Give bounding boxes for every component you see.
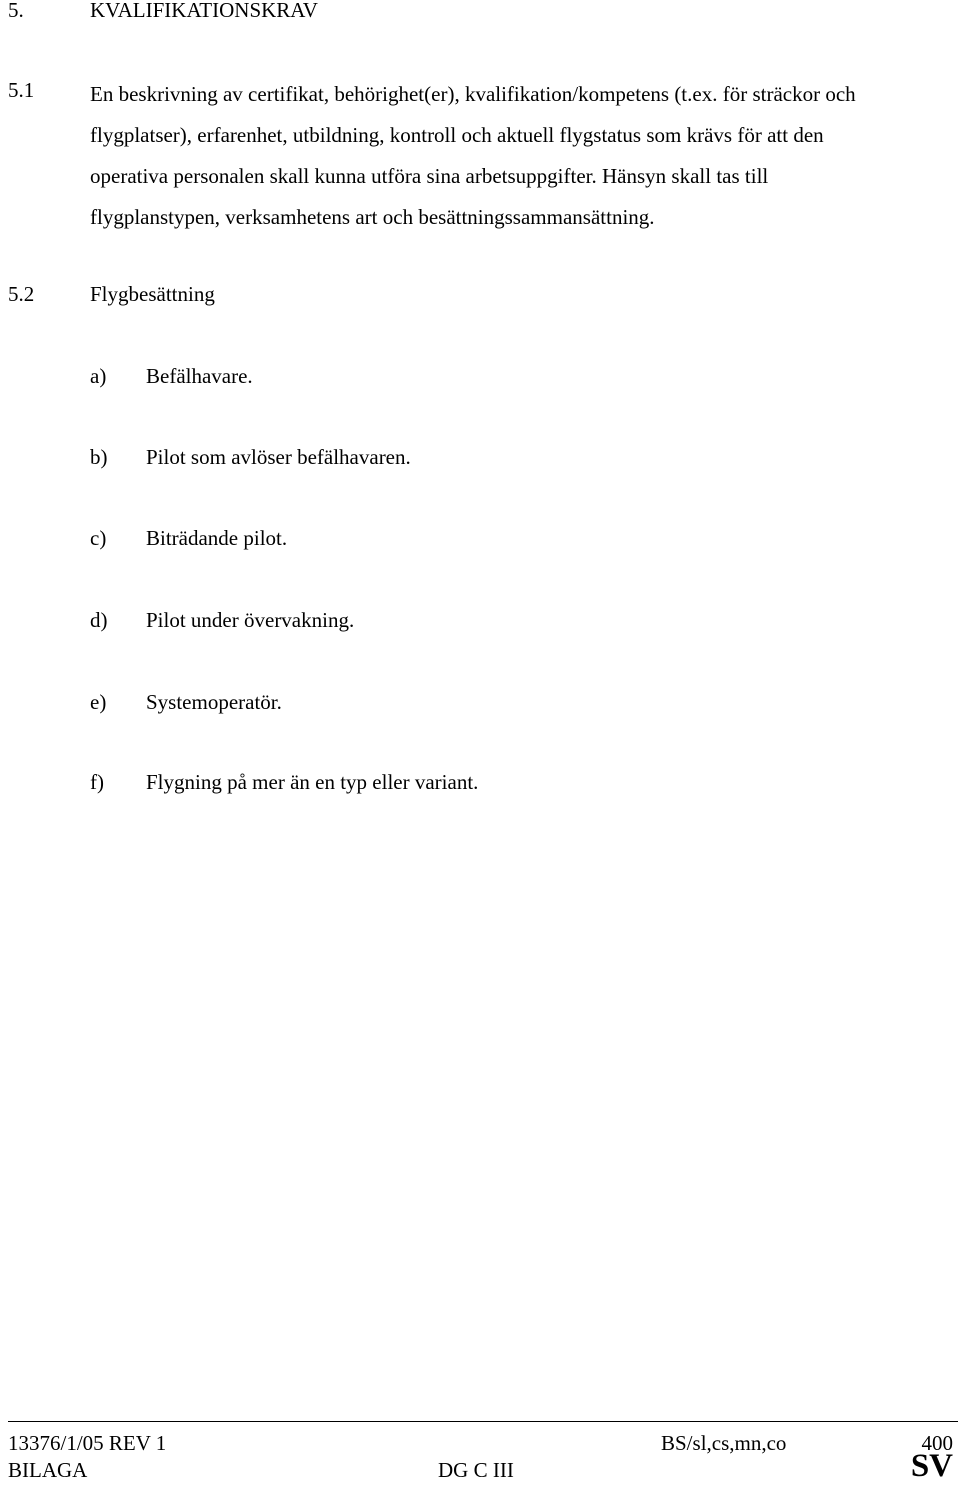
document-reference: 13376/1/05 REV 1 [8,1431,167,1455]
language-code: SV [910,1448,953,1484]
list-item-text: Pilot under övervakning. [146,608,355,632]
subsection-paragraph [90,74,952,238]
list-item-label: e) [90,690,107,714]
subsection-title: Flygbesättning [90,282,215,306]
list-item-label: f) [90,770,104,794]
list-item-text: Biträdande pilot. [146,526,288,550]
list-item-text: Pilot som avlöser befälhavaren. [146,445,411,469]
section-title: KVALIFIKATIONSKRAV [90,0,318,22]
paragraph-line: flygplatser), erfarenhet, utbildning, kontroll och aktuell flygstatus som krävs för att den [90,123,824,147]
list-item-label: b) [90,445,108,469]
list-item-text: Systemoperatör. [146,690,282,714]
paragraph-line: flygplanstypen, verksamhetens art och besättningssammansättning. [90,205,655,229]
paragraph-line: operativa personalen skall kunna utföra sina arbetsuppgifter. Hänsyn skall tas till [90,164,769,188]
list-item-label: c) [90,526,107,550]
list-item-label: d) [90,608,108,632]
list-item-text: Befälhavare. [146,364,253,388]
paragraph-line: En beskrivning av certifikat, behörighet(er), kvalifikation/kompetens (t.ex. för sträckor och [90,82,856,106]
page-number: 400 [921,1431,953,1455]
section-number: 5. [8,0,24,22]
author-initials: BS/sl,cs,mn,co [661,1431,787,1455]
directorate-label: DG C III [438,1458,514,1482]
subsection-number: 5.1 [8,78,35,102]
list-item-label: a) [90,364,107,388]
subsection-number: 5.2 [8,282,35,306]
footer-divider [8,1421,958,1422]
list-item-text: Flygning på mer än en typ eller variant. [146,770,479,794]
annex-label: BILAGA [8,1458,88,1482]
